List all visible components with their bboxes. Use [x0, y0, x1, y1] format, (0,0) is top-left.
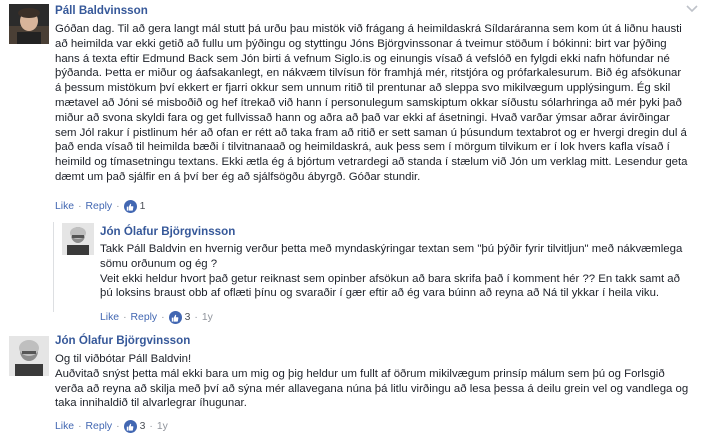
like-link[interactable]: Like: [55, 201, 75, 212]
comment-text: Góðan dag. Til að gera langt mál stutt þá urðu þau mistök við frágang á heimildaskrá Síldaráranna sem kom út á liðnu hausti að heimilda var ekki getið að fullu um þýðingu og styttingu Jóns Björgvinssonar á tveimur stöðum í bókinni: birt var þýðing hans á texta eftir Edmund Back sem Jón birti á vefnum Siglo.is og einungis vísað á vefslóð en fylgdi ekki nafn höfundar né þýðanda. Þetta er miður og áafsakanlegt, en nákvæm tilvísun för framhjá mér, ritstjóra og prófarkalesurum. Bið ég afsökunar á þessum mistökum því ekkert er fjarri okkur sem unnum ritið til prentunar að sleppa svo mikilvægum upplýsingum. Ég skil mætavel að Jóni sé misboðið og hef ítrekað við hann í personulegum samskiptum okkar síðustu sólarhringa að mér þyki það miður að svona skyldi fara og get fullvissað hann og aðra að það var ekki af ásetningi. Hvað varðar ýmsar aðrar ávirðingar sem Jól rakur í pistlinum hér að ofan er rétt að taka fram að ritið er sett saman ú þúsundum textabrot og er hvergi dregin dul á það enda vísað til heimilda bæði í tilvitnanaað og heimildaskrá, auk þess sem í mörgum tilvikum er í lok hvers kafla vísað í heimild og tímasetningu textans. Ekki ætla ég á bjórtum vetrardegi að standa í stælum við Jón um verklag mitt. Lesendur geta dæmt um það sjálfir en á því ber ég að sjálfsögðu ábyrgð. Góðar stundir.: [55, 23, 688, 183]
timestamp[interactable]: 1y: [156, 421, 168, 432]
reaction-count: 3: [139, 421, 146, 432]
reply-link[interactable]: Reply: [85, 421, 113, 432]
comment-author[interactable]: Jón Ólafur Björgvinsson: [55, 334, 191, 347]
comment-2: [0, 220, 713, 323]
timestamp[interactable]: 1y: [201, 312, 213, 323]
like-link[interactable]: Like: [100, 312, 120, 323]
comment-text: Og til viðbótar Páll Baldvin! Auðvitað snýst þetta mál ekki bara um mig og þig heldur um fullt af öðrum mikilvægum prinsíp málum sem þú og Forlsgið verða að reyna að skilja með því að sýna mér allavegana núna þá litlu virðingu að lesa þessa á deilu grein vel og vandlega og taka innihaldið til alvarlegrar íhugunar.: [55, 353, 689, 410]
chevron-down-icon[interactable]: [685, 3, 699, 15]
comment-actions: Like · Reply · 3 · 1y: [55, 421, 168, 432]
reaction-count: 1: [139, 201, 146, 212]
avatar[interactable]: [62, 223, 94, 255]
avatar[interactable]: [9, 336, 49, 376]
reply-link[interactable]: Reply: [130, 312, 158, 323]
like-reaction-icon: [169, 311, 182, 324]
reaction-count: 3: [184, 312, 191, 323]
like-reaction-icon: [124, 420, 137, 433]
reaction-summary[interactable]: [124, 420, 146, 433]
reply-link[interactable]: Reply: [85, 201, 113, 212]
reaction-summary[interactable]: [169, 311, 191, 324]
avatar[interactable]: [9, 4, 49, 44]
comment-actions: Like · Reply · 3 · 1y: [100, 312, 213, 323]
comment-author[interactable]: Páll Baldvinsson: [55, 4, 148, 17]
comment-text: Takk Páll Baldvin en hvernig verður þetta með myndaskýringar textan sem "þú þýðir fyrir tilvitljun" með nákvæmlega sömu orðunum og ég ? Veit ekki heldur hvort það getur reiknast sem opinber afsökun að bara skrifa það í komment hér ?? En takk samt að þú loksins braust obb af oflæti þínu og svaraðir í gær eftir að ég vara búinn að reyna að Ná til ykkar í heila viku.: [100, 243, 683, 300]
like-reaction-icon: [124, 200, 137, 213]
reaction-summary[interactable]: [124, 200, 146, 213]
comment-3: [0, 328, 713, 437]
comment-actions: Like · Reply · 1: [55, 201, 146, 212]
comment-author[interactable]: Jón Ólafur Björgvinsson: [100, 225, 236, 238]
like-link[interactable]: Like: [55, 421, 75, 432]
